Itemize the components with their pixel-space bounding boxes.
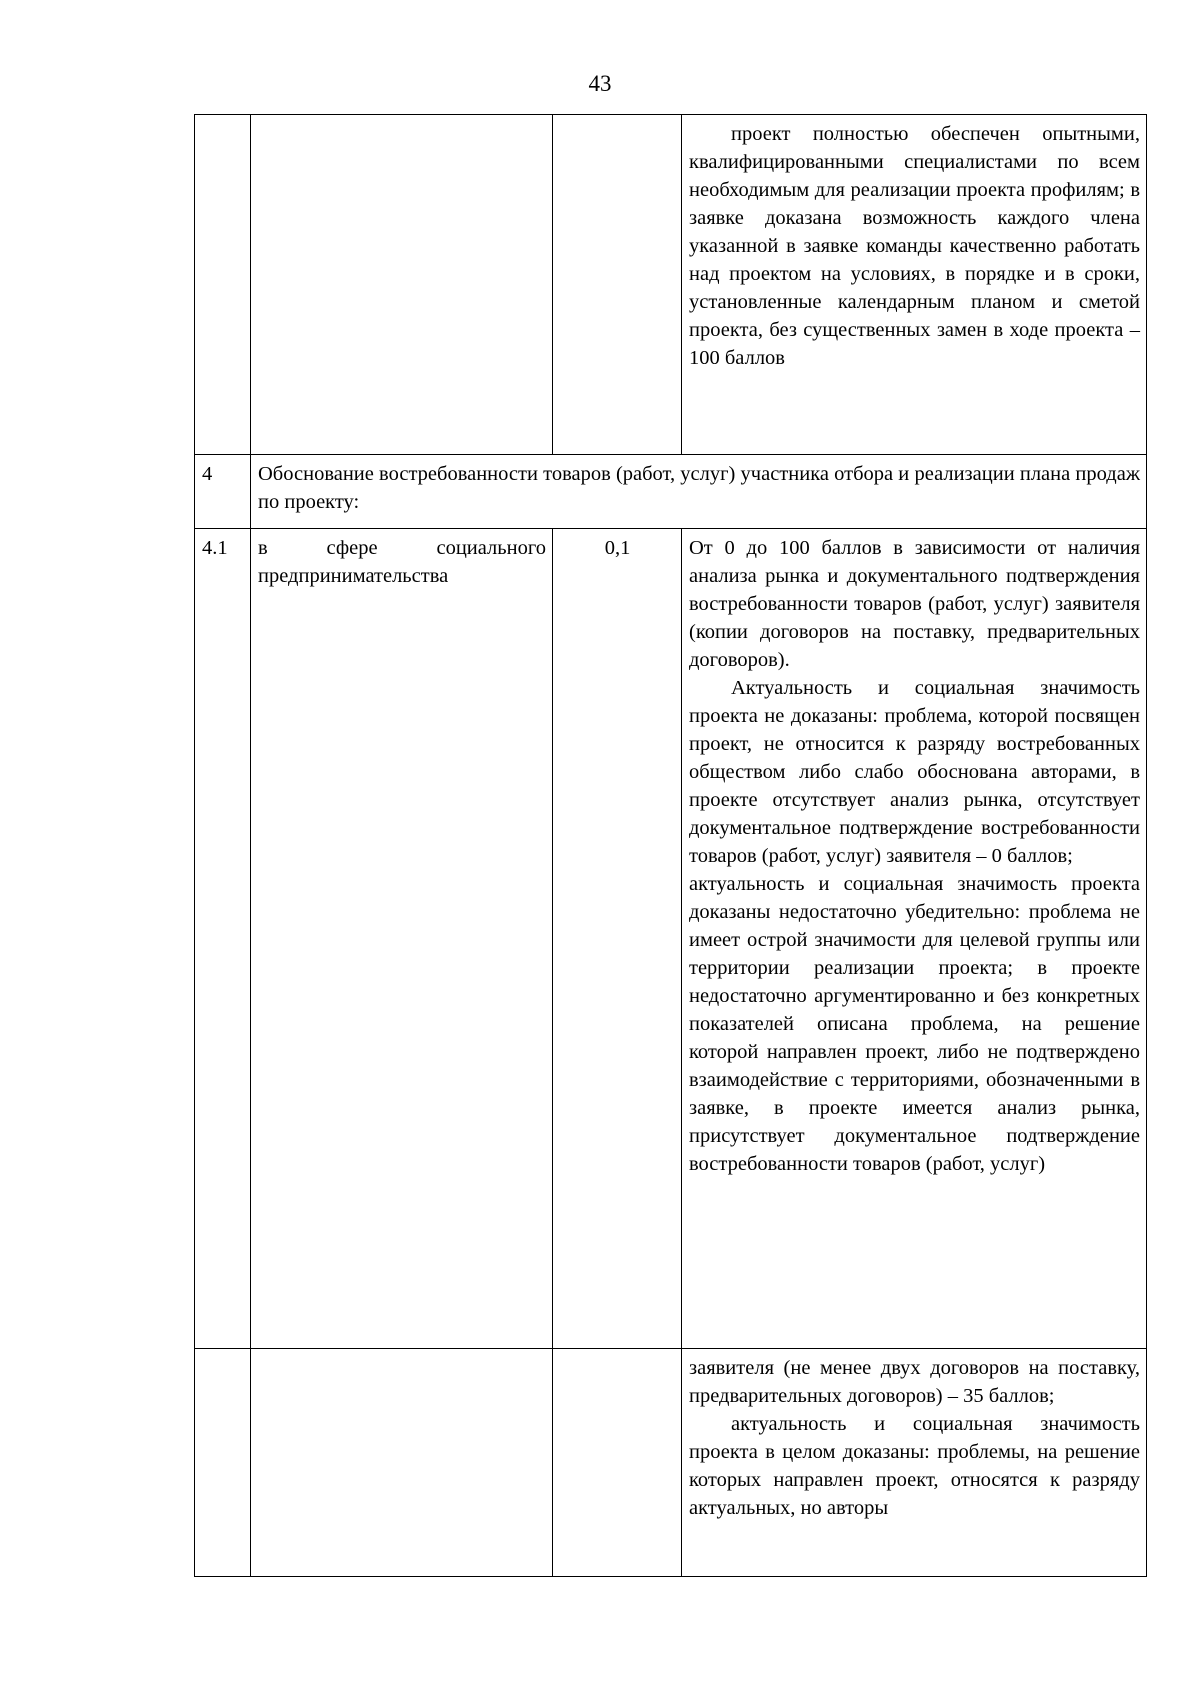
criterion-group-title-cell (251, 455, 1147, 529)
criterion-description-cell (682, 1349, 1147, 1577)
description-paragraph: заявителя (не менее двух договоров на поставку, предварительных договоров) – 35 баллов; (689, 1357, 1140, 1407)
description-paragraph: От 0 до 100 баллов в зависимости от наличия анализа рынка и документального подтверждения востребованности товаров (работ, услуг) заявителя (копии договоров на поставку, предварительных договоров). (689, 537, 1140, 671)
page-number: 43 (588, 71, 612, 96)
criterion-number-cell: 4 (195, 455, 251, 529)
criterion-group-title: Обоснование востребованности товаров (работ, услуг) участника отбора и реализации плана продаж по проекту: (258, 463, 1140, 513)
description-paragraph: Актуальность и социальная значимость проекта не доказаны: проблема, которой посвящен проект, не относится к разряду востребованных обществом либо слабо обоснована авторами, в проекте отсутствует анализ рынка, отсутствует документальное подтверждение востребованности товаров (работ, услуг) заявителя – 0 баллов; (689, 677, 1140, 867)
criterion-description-cell (682, 529, 1147, 1349)
criteria-table (194, 114, 1147, 1577)
table-row-4-1 (195, 529, 1147, 1349)
table-row-continuation (195, 115, 1147, 455)
criterion-number-cell: 4.1 (195, 529, 251, 1349)
criterion-name-cell (251, 115, 553, 455)
description-paragraph: проект полностью обеспечен опытными, квалифицированными специалистами по всем необходимым для реализации проекта профилям; в заявке доказана возможность каждого члена указанной в заявке команды качественно работать над проектом на условиях, в порядке и в сроки, установленные календарным планом и сметой проекта, без существенных замен в ходе проекта – 100 баллов (689, 123, 1140, 369)
description-paragraph: актуальность и социальная значимость проекта доказаны недостаточно убедительно: проблема не имеет острой значимости для целевой группы или территории реализации проекта; в проекте недостаточно аргументированно и без конкретных показателей описана проблема, на решение которой направлен проект, либо не подтверждено взаимодействие с территориями, обозначенными в заявке, в проекте имеется анализ рынка, присутствует документальное подтверждение востребованности товаров (работ, услуг) (689, 873, 1140, 1175)
description-paragraph: актуальность и социальная значимость проекта в целом доказаны: проблемы, на решение которых направлен проект, относятся к разряду актуальных, но авторы (689, 1413, 1140, 1519)
criterion-weight-cell: 0,1 (553, 529, 682, 1349)
criterion-number-cell (195, 115, 251, 455)
criterion-weight-cell (553, 1349, 682, 1577)
criterion-name-cell (251, 1349, 553, 1577)
criterion-name-cell: в сфере социального предпринимательства (251, 529, 553, 1349)
table-row-continuation-2 (195, 1349, 1147, 1577)
criterion-weight-cell (553, 115, 682, 455)
criterion-number-cell (195, 1349, 251, 1577)
table-row-4 (195, 455, 1147, 529)
criterion-description-cell (682, 115, 1147, 455)
